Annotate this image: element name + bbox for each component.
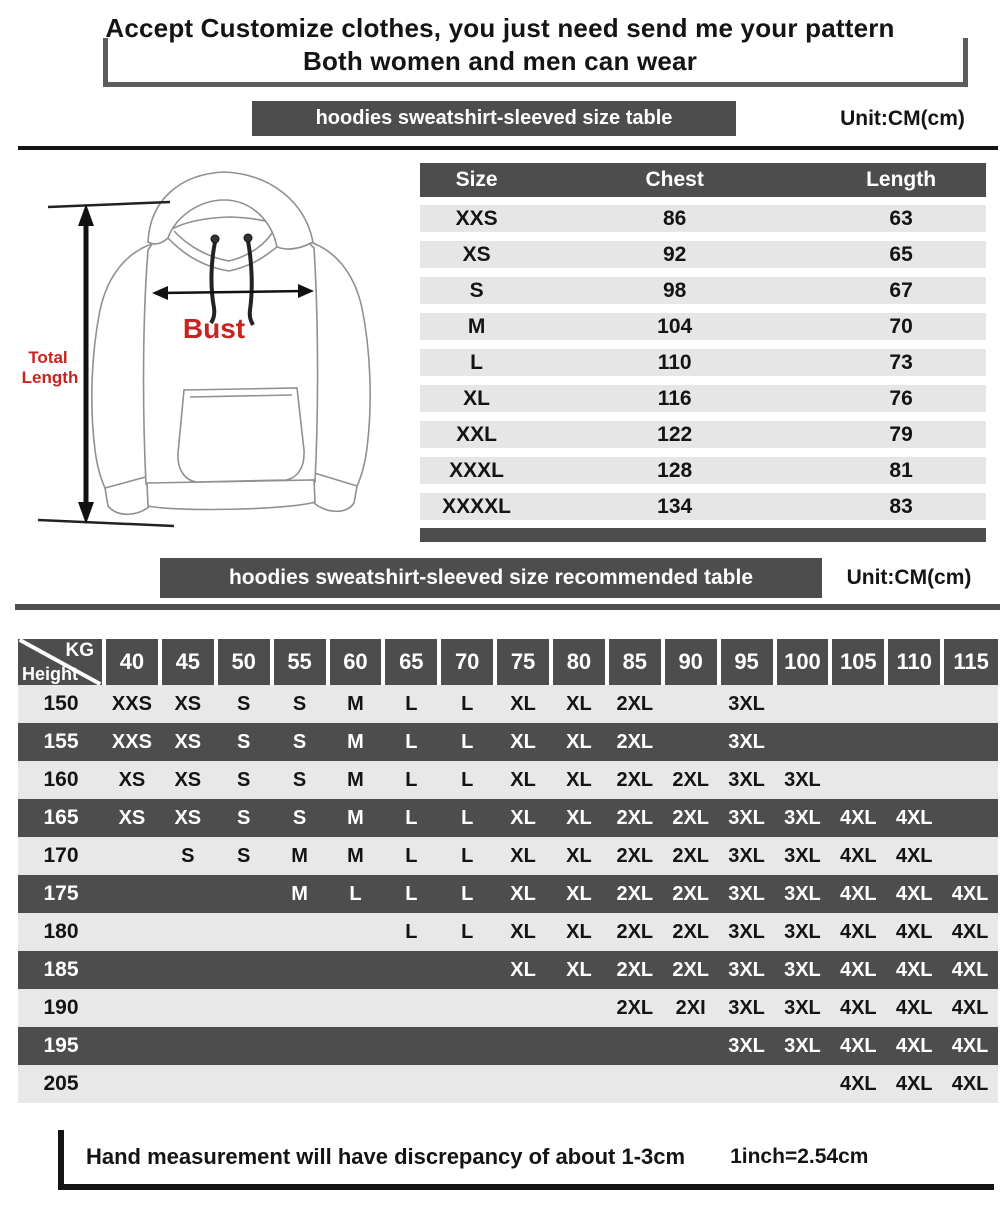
matrix-size-cell: S <box>292 807 307 829</box>
matrix-height-cell: 190 <box>43 996 79 1019</box>
matrix-size-cell: 3XL <box>784 883 821 905</box>
matrix-size-cell <box>942 761 998 799</box>
footer-note-box <box>58 1130 994 1190</box>
size-table-cell: 128 <box>657 459 693 482</box>
matrix-size-cell: 3XL <box>784 959 821 981</box>
matrix-size-cell: M <box>291 845 308 867</box>
matrix-kg-header-cell: 60 <box>328 639 384 685</box>
matrix-size-cell: XS <box>174 807 202 829</box>
matrix-size-cell <box>886 723 942 761</box>
matrix-size-cell: XL <box>566 883 592 905</box>
matrix-size-cell: 4XL <box>895 807 933 829</box>
matrix-row <box>18 989 998 1027</box>
matrix-size-cell: L <box>349 883 362 905</box>
matrix-kg-header-cell: 45 <box>160 639 216 685</box>
matrix-kg-header-cell: 95 <box>719 639 775 685</box>
matrix-size-cell <box>383 1065 439 1103</box>
matrix-size-cell <box>160 1065 216 1103</box>
matrix-kg-header-cell: 80 <box>551 639 607 685</box>
matrix-size-cell: 2XL <box>616 693 654 715</box>
matrix-size-cell: XL <box>510 731 536 753</box>
matrix-size-cell: L <box>461 731 474 753</box>
matrix-size-cell <box>104 1027 160 1065</box>
matrix-size-cell: 4XL <box>895 997 933 1019</box>
matrix-size-cell <box>383 989 439 1027</box>
recommended-matrix <box>18 639 998 1103</box>
divider-line-middle <box>15 604 1000 610</box>
size-table <box>420 163 986 542</box>
matrix-size-cell: 4XL <box>895 845 933 867</box>
matrix-size-cell <box>104 875 160 913</box>
matrix-size-cell: 4XL <box>839 959 877 981</box>
size-table-cell: 67 <box>889 279 913 302</box>
matrix-size-cell <box>439 951 495 989</box>
matrix-size-cell: S <box>292 693 307 715</box>
matrix-size-cell: M <box>347 807 364 829</box>
matrix-size-cell: XS <box>174 693 202 715</box>
size-table-cell: M <box>467 315 486 338</box>
matrix-height-cell: 205 <box>43 1072 79 1095</box>
size-table-cell: 70 <box>889 315 913 338</box>
size-table-cell: L <box>470 351 483 374</box>
matrix-size-cell: M <box>347 769 364 791</box>
matrix-size-cell <box>830 723 886 761</box>
matrix-size-cell: 2XL <box>672 769 710 791</box>
size-table-cell: 122 <box>657 423 693 446</box>
matrix-size-cell: 4XL <box>895 1035 933 1057</box>
size-table-row <box>420 349 986 376</box>
matrix-size-cell: S <box>292 731 307 753</box>
size-table-header-cell: Size <box>455 168 498 191</box>
matrix-size-cell: XXS <box>111 731 152 753</box>
matrix-size-cell: 3XL <box>728 921 765 943</box>
matrix-size-cell: L <box>405 921 418 943</box>
matrix-size-cell: 4XL <box>839 845 877 867</box>
matrix-height-cell: 185 <box>43 958 79 981</box>
matrix-size-cell: 2XL <box>672 883 710 905</box>
matrix-size-cell <box>942 799 998 837</box>
matrix-size-cell <box>663 685 719 723</box>
matrix-size-cell: 3XL <box>728 807 765 829</box>
size-table-cell: 86 <box>663 207 687 230</box>
matrix-size-cell <box>439 1065 495 1103</box>
size-table-header-cell: Chest <box>645 168 704 191</box>
hoodie-illustration-svg <box>8 150 416 548</box>
matrix-size-cell: 3XL <box>784 921 821 943</box>
recommended-table-unit: Unit:CM(cm) <box>846 566 972 589</box>
matrix-size-cell: 4XL <box>951 997 989 1019</box>
matrix-size-cell <box>160 875 216 913</box>
matrix-size-cell <box>160 1027 216 1065</box>
matrix-size-cell: 3XL <box>728 845 765 867</box>
matrix-kg-header-cell: 65 <box>383 639 439 685</box>
matrix-size-cell <box>104 837 160 875</box>
matrix-size-cell <box>104 913 160 951</box>
matrix-size-cell: S <box>237 845 251 867</box>
matrix-size-cell <box>160 989 216 1027</box>
matrix-size-cell: L <box>461 845 474 867</box>
size-table-row <box>420 385 986 412</box>
size-table-unit: Unit:CM(cm) <box>840 107 965 130</box>
size-table-header-cell: Length <box>866 168 937 191</box>
matrix-size-cell: 4XL <box>951 959 989 981</box>
matrix-size-cell: 3XL <box>784 1035 821 1057</box>
matrix-kg-header-cell: 100 <box>775 639 831 685</box>
size-table-cell: 65 <box>889 243 913 266</box>
matrix-size-cell: S <box>237 807 251 829</box>
matrix-row <box>18 951 998 989</box>
matrix-size-cell: 3XL <box>728 883 765 905</box>
matrix-size-cell: XS <box>118 769 146 791</box>
matrix-size-cell: XL <box>566 731 592 753</box>
matrix-size-cell <box>551 989 607 1027</box>
matrix-size-cell <box>830 685 886 723</box>
size-table-cell: 104 <box>657 315 693 338</box>
size-table-cell: XXL <box>456 423 498 446</box>
matrix-header-row <box>18 639 998 685</box>
matrix-size-cell: XL <box>566 959 592 981</box>
matrix-height-cell: 155 <box>43 730 79 753</box>
matrix-size-cell: 3XL <box>728 731 765 753</box>
matrix-size-cell <box>830 761 886 799</box>
total-length-label-line2: Length <box>21 368 79 387</box>
matrix-size-cell: L <box>405 731 418 753</box>
matrix-size-cell <box>551 1027 607 1065</box>
matrix-size-cell: L <box>405 769 418 791</box>
matrix-kg-header-cell: 110 <box>886 639 942 685</box>
size-table-row <box>420 457 986 484</box>
matrix-size-cell: L <box>461 921 474 943</box>
matrix-size-cell <box>272 989 328 1027</box>
matrix-size-cell <box>328 951 384 989</box>
matrix-kg-header-cell: 105 <box>830 639 886 685</box>
matrix-size-cell <box>775 685 831 723</box>
matrix-size-cell: XL <box>510 693 536 715</box>
matrix-size-cell: 4XL <box>895 883 933 905</box>
matrix-size-cell: XL <box>510 959 536 981</box>
matrix-height-cell: 195 <box>43 1034 79 1057</box>
matrix-size-cell: 3XL <box>728 959 765 981</box>
matrix-size-cell: XL <box>510 883 536 905</box>
matrix-kg-header-cell: 75 <box>495 639 551 685</box>
matrix-size-cell <box>216 951 272 989</box>
matrix-size-cell: S <box>237 769 251 791</box>
matrix-size-cell: 2XL <box>616 883 654 905</box>
matrix-size-cell: 2XL <box>616 731 654 753</box>
corner-kg-label: KG <box>65 640 94 661</box>
matrix-size-cell <box>495 1065 551 1103</box>
matrix-size-cell: 4XL <box>951 883 989 905</box>
matrix-size-cell <box>886 761 942 799</box>
matrix-size-cell: S <box>237 693 251 715</box>
matrix-size-cell <box>439 989 495 1027</box>
size-table-row <box>420 313 986 340</box>
matrix-size-cell: L <box>461 807 474 829</box>
matrix-size-cell <box>216 1065 272 1103</box>
recommended-table-title: hoodies sweatshirt-sleeved size recommended table <box>160 558 822 598</box>
size-table-cell: XXS <box>455 207 498 230</box>
matrix-size-cell: L <box>405 883 418 905</box>
matrix-row <box>18 913 998 951</box>
matrix-size-cell <box>607 1027 663 1065</box>
measurement-note: Hand measurement will have discrepancy of about 1-3cm <box>86 1144 686 1169</box>
matrix-size-cell: 4XL <box>839 1035 877 1057</box>
matrix-size-cell <box>775 723 831 761</box>
matrix-kg-header-cell: 50 <box>216 639 272 685</box>
matrix-size-cell <box>719 1065 775 1103</box>
size-table-row <box>420 241 986 268</box>
size-table-bottom-bar <box>420 528 986 542</box>
size-table-row <box>420 493 986 520</box>
matrix-size-cell: M <box>347 731 364 753</box>
matrix-size-cell: 2XL <box>616 997 654 1019</box>
matrix-size-cell: 2XL <box>672 845 710 867</box>
size-table-cell: 63 <box>889 207 913 230</box>
matrix-size-cell: 2XL <box>616 845 654 867</box>
matrix-size-cell: 3XL <box>728 1035 765 1057</box>
matrix-size-cell: S <box>292 769 307 791</box>
matrix-size-cell: 4XL <box>895 921 933 943</box>
matrix-size-cell: XXS <box>111 693 152 715</box>
matrix-size-cell: 3XL <box>784 997 821 1019</box>
matrix-size-cell: L <box>461 769 474 791</box>
matrix-size-cell: XS <box>118 807 146 829</box>
size-table-cell: 76 <box>889 387 913 410</box>
matrix-size-cell <box>104 989 160 1027</box>
matrix-kg-header-cell: 55 <box>272 639 328 685</box>
size-table-cell: 79 <box>889 423 913 446</box>
matrix-size-cell: 2XL <box>616 807 654 829</box>
size-table-cell: XXXXL <box>442 495 512 518</box>
hoodie-diagram <box>8 150 416 548</box>
matrix-size-cell <box>495 989 551 1027</box>
matrix-size-cell: 2XL <box>672 921 710 943</box>
matrix-kg-header-cell: 40 <box>104 639 160 685</box>
size-table-title: hoodies sweatshirt-sleeved size table <box>252 101 736 136</box>
banner-line1: Accept Customize clothes, you just need send me your pattern <box>105 13 895 43</box>
size-table-cell: S <box>469 279 484 302</box>
matrix-size-cell: 2XL <box>616 921 654 943</box>
banner-line2: Both women and men can wear <box>302 46 698 76</box>
matrix-size-cell: XL <box>566 693 592 715</box>
banner-bracket <box>103 38 968 87</box>
size-table-row <box>420 277 986 304</box>
matrix-size-cell <box>607 1065 663 1103</box>
matrix-height-cell: 165 <box>43 806 79 829</box>
matrix-height-cell: 150 <box>43 692 79 715</box>
matrix-size-cell: L <box>461 883 474 905</box>
matrix-size-cell: 2XI <box>675 997 706 1019</box>
matrix-size-cell: M <box>347 845 364 867</box>
size-table-cell: 92 <box>663 243 687 266</box>
matrix-size-cell <box>216 989 272 1027</box>
matrix-size-cell <box>439 1027 495 1065</box>
bust-label: Bust <box>182 313 246 344</box>
matrix-size-cell: L <box>461 693 474 715</box>
matrix-row <box>18 685 998 723</box>
matrix-size-cell: 4XL <box>839 997 877 1019</box>
matrix-kg-header-cell: 85 <box>607 639 663 685</box>
total-length-label-line1: Total <box>28 348 68 367</box>
matrix-size-cell: 4XL <box>895 1073 933 1095</box>
matrix-body <box>18 685 998 1103</box>
matrix-height-cell: 175 <box>43 882 79 905</box>
size-table-cell: 134 <box>657 495 693 518</box>
matrix-size-cell: 4XL <box>895 959 933 981</box>
size-table-cell: 73 <box>889 351 913 374</box>
matrix-size-cell: M <box>291 883 308 905</box>
matrix-row <box>18 799 998 837</box>
matrix-size-cell: XL <box>510 769 536 791</box>
size-table-row <box>420 421 986 448</box>
matrix-size-cell: XS <box>174 731 202 753</box>
size-table-cell: 83 <box>889 495 913 518</box>
matrix-size-cell: L <box>405 693 418 715</box>
matrix-size-cell <box>663 723 719 761</box>
matrix-size-cell: 3XL <box>728 997 765 1019</box>
matrix-size-cell <box>328 1027 384 1065</box>
matrix-size-cell: 4XL <box>839 1073 877 1095</box>
matrix-kg-header-cell: 115 <box>942 639 998 685</box>
matrix-size-cell <box>272 951 328 989</box>
matrix-size-cell: 2XL <box>672 959 710 981</box>
matrix-row <box>18 1065 998 1103</box>
matrix-size-cell <box>328 913 384 951</box>
matrix-size-cell: XL <box>566 769 592 791</box>
matrix-size-cell: L <box>405 807 418 829</box>
matrix-size-cell: 3XL <box>784 807 821 829</box>
corner-height-label: Height <box>22 664 78 684</box>
matrix-height-cell: 180 <box>43 920 79 943</box>
matrix-size-cell: 3XL <box>728 769 765 791</box>
matrix-size-cell: 3XL <box>784 769 821 791</box>
matrix-size-cell: XL <box>510 845 536 867</box>
matrix-size-cell <box>104 1065 160 1103</box>
matrix-size-cell <box>495 1027 551 1065</box>
matrix-size-cell: 3XL <box>728 693 765 715</box>
matrix-row <box>18 1027 998 1065</box>
inch-conversion: 1inch=2.54cm <box>730 1145 869 1168</box>
size-table-cell: 81 <box>889 459 913 482</box>
matrix-height-cell: 160 <box>43 768 79 791</box>
matrix-size-cell <box>942 723 998 761</box>
size-table-header <box>420 163 986 197</box>
matrix-size-cell <box>383 951 439 989</box>
matrix-size-cell: 4XL <box>951 1035 989 1057</box>
matrix-size-cell <box>775 1065 831 1103</box>
matrix-size-cell <box>663 1065 719 1103</box>
matrix-size-cell: 2XL <box>672 807 710 829</box>
matrix-row <box>18 837 998 875</box>
matrix-size-cell: 2XL <box>616 769 654 791</box>
matrix-size-cell: 4XL <box>839 883 877 905</box>
size-table-cell: XXXL <box>449 459 505 482</box>
matrix-height-cell: 170 <box>43 844 79 867</box>
matrix-kg-header-cell: 90 <box>663 639 719 685</box>
matrix-size-cell <box>942 685 998 723</box>
size-table-cell: XL <box>463 387 491 410</box>
matrix-size-cell: XL <box>566 807 592 829</box>
matrix-row <box>18 875 998 913</box>
matrix-size-cell: S <box>237 731 251 753</box>
matrix-row <box>18 723 998 761</box>
matrix-size-cell: L <box>405 845 418 867</box>
matrix-size-cell <box>886 685 942 723</box>
matrix-size-cell <box>104 951 160 989</box>
matrix-size-cell: M <box>347 693 364 715</box>
matrix-kg-header-cell: 70 <box>439 639 495 685</box>
matrix-size-cell: 4XL <box>839 921 877 943</box>
matrix-size-cell <box>216 1027 272 1065</box>
matrix-size-cell: 4XL <box>951 921 989 943</box>
size-table-body <box>420 205 986 520</box>
matrix-size-cell <box>216 875 272 913</box>
matrix-size-cell <box>272 913 328 951</box>
matrix-size-cell <box>160 951 216 989</box>
matrix-size-cell <box>328 989 384 1027</box>
matrix-size-cell <box>216 913 272 951</box>
size-table-cell: XS <box>462 243 491 266</box>
matrix-size-cell <box>551 1065 607 1103</box>
matrix-size-cell: 3XL <box>784 845 821 867</box>
matrix-size-cell: XS <box>174 769 202 791</box>
matrix-size-cell <box>328 1065 384 1103</box>
matrix-size-cell: 2XL <box>616 959 654 981</box>
matrix-size-cell: S <box>181 845 195 867</box>
matrix-size-cell: 4XL <box>839 807 877 829</box>
matrix-size-cell <box>272 1027 328 1065</box>
matrix-size-cell <box>272 1065 328 1103</box>
matrix-row <box>18 761 998 799</box>
size-table-cell: 110 <box>657 351 692 374</box>
matrix-size-cell: XL <box>510 807 536 829</box>
matrix-size-cell: XL <box>510 921 536 943</box>
matrix-corner-cell <box>18 639 104 685</box>
matrix-size-cell <box>383 1027 439 1065</box>
matrix-size-cell <box>942 837 998 875</box>
matrix-size-cell <box>663 1027 719 1065</box>
matrix-size-cell: XL <box>566 845 592 867</box>
size-table-row <box>420 205 986 232</box>
matrix-size-cell: 4XL <box>951 1073 989 1095</box>
matrix-size-cell: XL <box>566 921 592 943</box>
matrix-size-cell <box>160 913 216 951</box>
size-table-cell: 116 <box>657 387 692 410</box>
size-table-cell: 98 <box>663 279 687 302</box>
